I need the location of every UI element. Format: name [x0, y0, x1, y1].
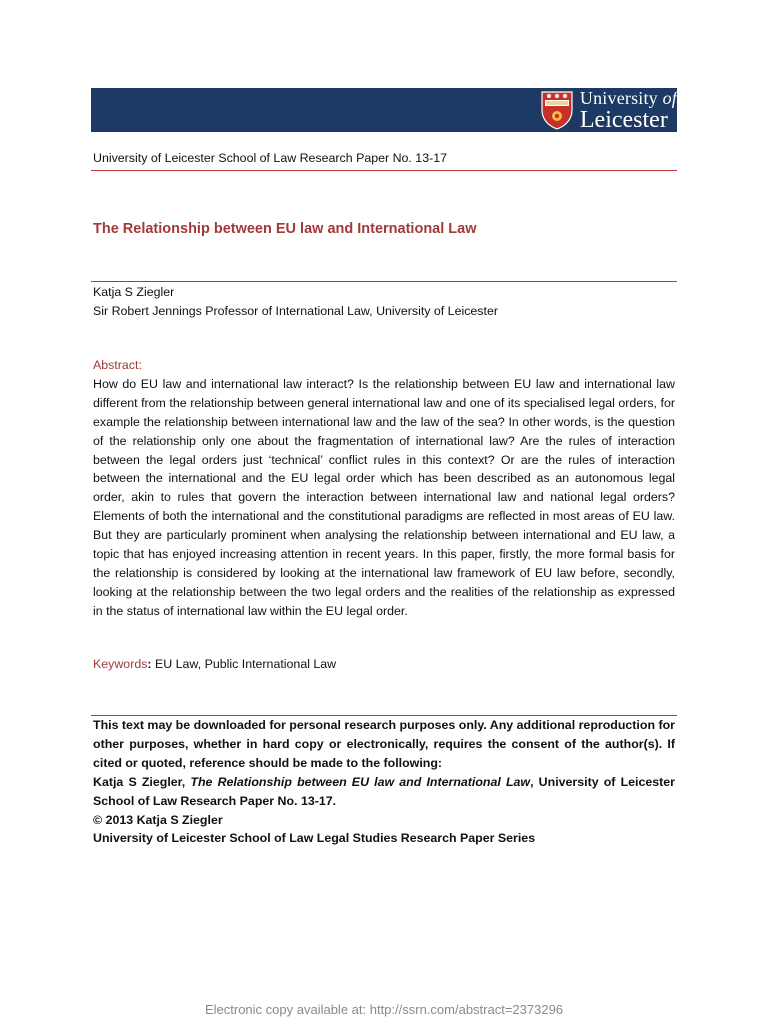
logo-wordmark: [580, 89, 677, 132]
keywords-colon: :: [147, 657, 152, 671]
author-affiliation: Sir Robert Jennings Professor of International Law, University of Leicester: [93, 304, 498, 318]
logo-line1: University: [579, 87, 658, 108]
university-logo: [540, 88, 677, 132]
abstract-label: Abstract:: [93, 358, 142, 372]
keywords-label: Keywords: [93, 657, 148, 671]
logo-of: of: [662, 87, 677, 108]
download-notice: [93, 716, 675, 848]
citation: [93, 773, 675, 811]
keywords-text: EU Law, Public International Law: [151, 657, 337, 671]
abstract-section: [93, 356, 675, 621]
citation-rest: , University of Leicester School of Law Research Paper No. 13-17.: [93, 774, 675, 808]
author-block: [93, 283, 498, 321]
paper-title: The Relationship between EU law and International Law: [93, 221, 477, 237]
header-banner: [91, 88, 677, 132]
citation-author: Katja S Ziegler,: [93, 774, 191, 789]
divider: [91, 281, 677, 282]
abstract-text: How do EU law and international law interact? Is the relationship between EU law and international law different from the relationship between general international law and one of its specialised legal orders, for example the relationship between international law and the law of the sea? In other words, is the question of the relationship only one about the fragmentation of international law? Are the rules of interaction between the legal orders just ‘technical’ conflict rules in this context? Or are the rules of interaction between the international and the EU legal order which has been described as an autonomous legal order, akin to rules that govern the interaction between international law and national legal orders? Elements of both the international and the constitutional paradigms are reflected in most areas of EU law. But they are particularly prominent when analysing the relationship between international and EU law, a topic that has enjoyed increasing attention in recent years. In this paper, firstly, the more formal basis for the relationship is considered by looking at the international law framework of EU law before, secondly, looking at the relationship between the two legal orders and the realities of the relationship as expressed in the status of international law within the EU legal order.: [93, 376, 675, 618]
logo-line2: Leicester: [579, 106, 668, 133]
keywords-line: [93, 657, 336, 671]
copyright: © 2013 Katja S Ziegler: [93, 812, 223, 827]
notice-text: This text may be downloaded for personal research purposes only. Any additional reproduction for other purposes, whether in hard copy or electronically, requires the consent of the author(s). If cited or quoted, reference should be made to the following:: [93, 718, 675, 770]
series-line: University of Leicester School of Law Research Paper No. 13-17: [93, 151, 447, 165]
shield-crest-icon: [540, 90, 574, 130]
divider: [91, 170, 677, 171]
citation-title: The Relationship between EU law and International Law: [190, 774, 531, 789]
author-name: Katja S Ziegler: [93, 285, 175, 299]
ssrn-footer: Electronic copy available at: http://ssrn.com/abstract=2373296: [204, 1002, 564, 1017]
series-name: University of Leicester School of Law Legal Studies Research Paper Series: [93, 831, 536, 846]
